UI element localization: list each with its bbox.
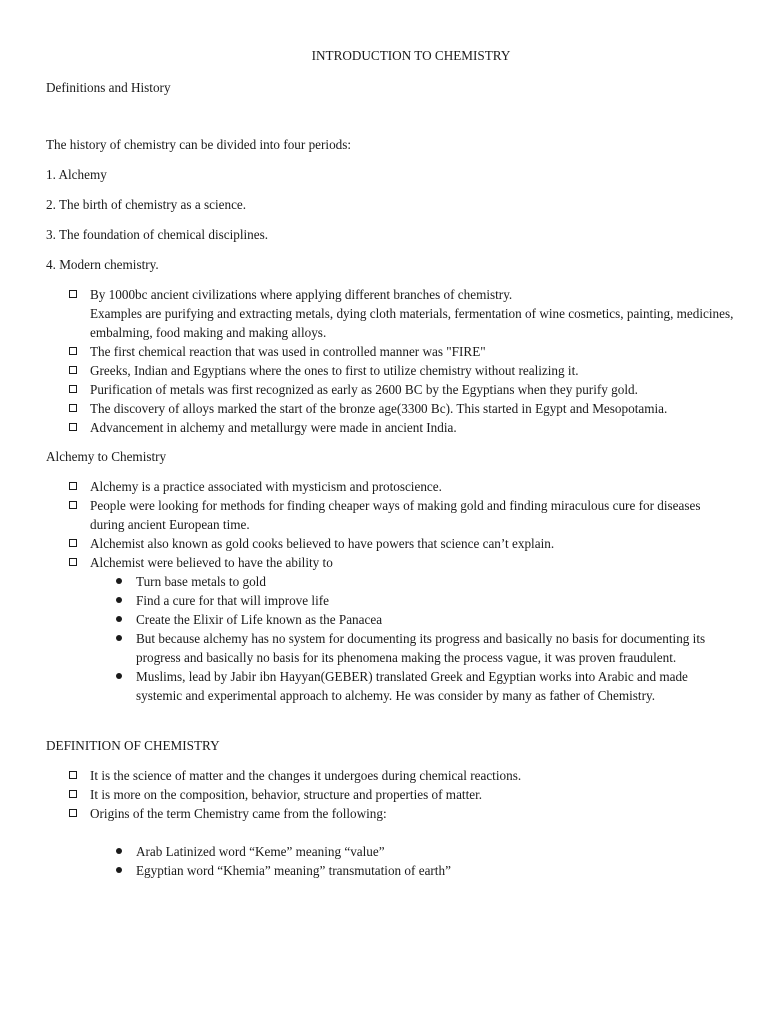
- bullet-dot-icon: [116, 597, 122, 603]
- bullet-dot-icon: [116, 635, 122, 641]
- periods-list: [46, 165, 736, 274]
- bullet-text: The first chemical reaction that was used in controlled manner was "FIRE": [90, 344, 486, 359]
- list-item: [46, 629, 736, 667]
- bullet-text: By 1000bc ancient civilizations where applying different branches of chemistry.: [90, 287, 513, 302]
- bullet-text: Alchemist were believed to have the ability to: [90, 555, 333, 570]
- bullet-text: Advancement in alchemy and metallurgy were made in ancient India.: [90, 420, 457, 435]
- checkbox-square-icon: [69, 790, 77, 798]
- list-item: [46, 553, 736, 572]
- checkbox-square-icon: [69, 347, 77, 355]
- bullet-text: People were looking for methods for finding cheaper ways of making gold and finding miraculous cure for diseases during ancient European time.: [90, 498, 701, 532]
- checkbox-square-icon: [69, 539, 77, 547]
- bullet-text: Purification of metals was first recognized as early as 2600 BC by the Egyptians when they purify gold.: [90, 382, 638, 397]
- checkbox-square-icon: [69, 558, 77, 566]
- bullet-text: Arab Latinized word “Keme” meaning “value”: [136, 844, 385, 859]
- bullet-text: Alchemist also known as gold cooks believed to have powers that science can’t explain.: [90, 536, 555, 551]
- checkbox-square-icon: [69, 771, 77, 779]
- checkbox-square-icon: [69, 366, 77, 374]
- checkbox-square-icon: [69, 501, 77, 509]
- bullet-dot-icon: [116, 578, 122, 584]
- period-item: 1. Alchemy: [46, 167, 107, 182]
- list-item: [46, 667, 736, 705]
- alchemy-bullet-list: [46, 477, 736, 572]
- list-item: [46, 399, 736, 418]
- document-title: INTRODUCTION TO CHEMISTRY: [311, 48, 511, 63]
- list-item: [46, 380, 736, 399]
- list-item: [46, 418, 736, 437]
- checkbox-square-icon: [69, 482, 77, 490]
- list-item: [46, 342, 736, 361]
- section-heading-definition: DEFINITION OF CHEMISTRY: [46, 738, 220, 753]
- list-item: [46, 534, 736, 553]
- list-item: [46, 496, 736, 534]
- section-heading-alchemy: Alchemy to Chemistry: [46, 449, 167, 464]
- checkbox-square-icon: [69, 385, 77, 393]
- list-item: [46, 861, 736, 880]
- definition-bullet-list: [46, 766, 736, 823]
- list-item: [46, 477, 736, 496]
- list-item: [46, 766, 736, 785]
- origins-sub-bullet-list: [46, 842, 736, 880]
- checkbox-square-icon: [69, 404, 77, 412]
- section-heading-definitions-history: Definitions and History: [46, 80, 171, 95]
- bullet-text: Muslims, lead by Jabir ibn Hayyan(GEBER) translated Greek and Egyptian works into Arabic and made systemic and experimental approach to alchemy. He was consider by many as father of Chemistry.: [136, 669, 688, 703]
- period-item: 2. The birth of chemistry as a science.: [46, 197, 247, 212]
- bullet-dot-icon: [116, 848, 122, 854]
- bullet-text: Egyptian word “Khemia” meaning” transmutation of earth”: [136, 863, 451, 878]
- bullet-text: The discovery of alloys marked the start of the bronze age(3300 Bc). This started in Egypt and Mesopotamia.: [90, 401, 668, 416]
- list-item: [46, 610, 736, 629]
- bullet-text: Create the Elixir of Life known as the Panacea: [136, 612, 383, 627]
- list-item: [46, 572, 736, 591]
- bullet-text: Alchemy is a practice associated with mysticism and protoscience.: [90, 479, 442, 494]
- checkbox-square-icon: [69, 423, 77, 431]
- list-item: [46, 842, 736, 861]
- bullet-dot-icon: [116, 616, 122, 622]
- period-item: 3. The foundation of chemical disciplines.: [46, 227, 269, 242]
- bullet-text: It is the science of matter and the changes it undergoes during chemical reactions.: [90, 768, 522, 783]
- bullet-text: Turn base metals to gold: [136, 574, 266, 589]
- bullet-subtext: Examples are purifying and extracting metals, dying cloth materials, fermentation of wine cosmetics, painting, medicines, embalming, food making and making alloys.: [90, 306, 734, 340]
- bullet-dot-icon: [116, 867, 122, 873]
- list-item: [46, 785, 736, 804]
- history-bullet-list: [46, 285, 736, 437]
- history-intro: The history of chemistry can be divided into four periods:: [46, 137, 352, 152]
- alchemy-sub-bullet-list: [46, 572, 736, 705]
- bullet-text: It is more on the composition, behavior, structure and properties of matter.: [90, 787, 483, 802]
- list-item: [46, 591, 736, 610]
- bullet-text: But because alchemy has no system for documenting its progress and basically no basis for documenting its progress and basically no basis for its phenomena making the process vague, it was proven fraudulent.: [136, 631, 706, 665]
- list-item: [46, 285, 736, 342]
- bullet-text: Find a cure for that will improve life: [136, 593, 329, 608]
- bullet-text: Origins of the term Chemistry came from the following:: [90, 806, 387, 821]
- checkbox-square-icon: [69, 809, 77, 817]
- list-item: [46, 361, 736, 380]
- bullet-text: Greeks, Indian and Egyptians where the ones to first to utilize chemistry without realizing it.: [90, 363, 579, 378]
- bullet-dot-icon: [116, 673, 122, 679]
- checkbox-square-icon: [69, 290, 77, 298]
- list-item: [46, 804, 736, 823]
- document-page: [46, 46, 736, 880]
- period-item: 4. Modern chemistry.: [46, 257, 159, 272]
